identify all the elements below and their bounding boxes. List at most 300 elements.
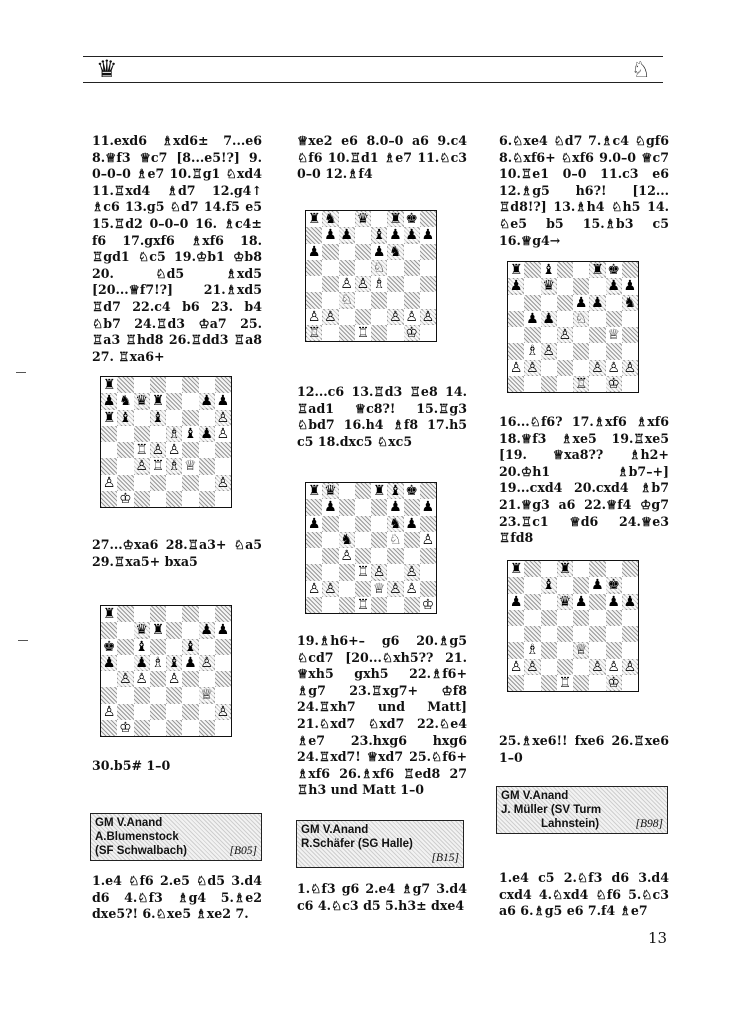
board-square [199, 622, 215, 638]
board-square [371, 309, 387, 325]
game-club: Lahnstein) [541, 818, 600, 830]
board-square [420, 532, 436, 548]
chess-piece-icon: ♙ [102, 703, 116, 720]
chess-piece-icon: ♟ [135, 654, 148, 671]
board-square [371, 244, 387, 260]
board-square [215, 377, 231, 393]
chess-piece-icon: ♟ [574, 593, 588, 610]
board-square [134, 410, 150, 426]
chess-piece-icon: ♟ [307, 515, 321, 532]
chess-piece-icon: ♙ [405, 564, 418, 581]
board-square [622, 327, 638, 343]
chess-piece-icon: ♙ [623, 658, 637, 675]
chess-piece-icon: ♙ [324, 308, 337, 325]
board-square [134, 606, 150, 622]
chess-piece-icon: ♞ [623, 294, 637, 311]
board-square [541, 360, 557, 376]
board-square [524, 262, 540, 278]
chess-piece-icon: ♗ [526, 343, 539, 360]
board-square [371, 227, 387, 243]
chess-piece-icon: ♙ [135, 671, 148, 688]
board-square [589, 594, 605, 610]
chess-piece-icon: ♚ [405, 483, 418, 500]
board-square [199, 475, 215, 491]
chess-piece-icon: ♟ [324, 227, 337, 244]
chess-piece-icon: ♕ [607, 327, 620, 344]
board-square [101, 426, 117, 442]
board-square [117, 377, 133, 393]
chess-piece-icon: ♙ [324, 580, 337, 597]
board-square [182, 377, 198, 393]
board-square [182, 475, 198, 491]
board-square [101, 491, 117, 507]
board-square [606, 278, 622, 294]
game-eco: [B98] [635, 818, 663, 830]
board-square [541, 311, 557, 327]
board-square [166, 687, 182, 703]
chess-piece-icon: ♘ [574, 310, 588, 327]
board-square [322, 483, 338, 499]
board-square [117, 639, 133, 655]
board-square [322, 260, 338, 276]
board-square [573, 343, 589, 359]
board-square [589, 610, 605, 626]
board-square [557, 376, 573, 392]
board-square [606, 626, 622, 642]
board-square [322, 564, 338, 580]
chess-piece-icon: ♝ [167, 654, 181, 671]
board-square [622, 610, 638, 626]
board-square [322, 516, 338, 532]
board-square [150, 377, 166, 393]
board-square [339, 597, 355, 613]
chess-piece-icon: ♛ [135, 393, 148, 410]
board-square [166, 458, 182, 474]
header-rule-bottom [83, 82, 663, 83]
chess-piece-icon: ♙ [542, 343, 555, 360]
board-square [404, 532, 420, 548]
board-square [215, 393, 231, 409]
game-white: GM V.Anand [301, 824, 369, 836]
board-square [589, 311, 605, 327]
board-square [339, 532, 355, 548]
move-text: 27...♔xa6 28.♖a3+ ♘a5 29.♖xa5+ bxa5 [92, 537, 262, 569]
board-square [215, 475, 231, 491]
board-square [573, 360, 589, 376]
board-square [387, 581, 403, 597]
board-square [182, 687, 198, 703]
chess-piece-icon: ♝ [542, 577, 555, 594]
board-square [524, 327, 540, 343]
board-square [371, 260, 387, 276]
chess-piece-icon: ♔ [421, 596, 435, 613]
game-white: GM V.Anand [95, 817, 163, 829]
column-2-c [297, 633, 467, 799]
chess-piece-icon: ♙ [167, 442, 181, 459]
board-square [134, 458, 150, 474]
board-square [339, 499, 355, 515]
board-square [404, 581, 420, 597]
board-square [404, 309, 420, 325]
board-square [622, 659, 638, 675]
board-square [524, 594, 540, 610]
board-square [215, 426, 231, 442]
board-square [371, 276, 387, 292]
board-square [524, 577, 540, 593]
board-square [508, 343, 524, 359]
board-square [524, 626, 540, 642]
board-square [557, 561, 573, 577]
board-square [606, 376, 622, 392]
board-square [589, 659, 605, 675]
board-square [166, 377, 182, 393]
board-square [589, 577, 605, 593]
chess-piece-icon: ♔ [607, 375, 620, 392]
chess-piece-icon: ♜ [151, 393, 165, 410]
chess-piece-icon: ♕ [184, 458, 197, 475]
chess-piece-icon: ♙ [421, 308, 435, 325]
board-square [355, 499, 371, 515]
chess-piece-icon: ♙ [135, 458, 148, 475]
game-black: A.Blumenstock [95, 831, 179, 843]
chess-piece-icon: ♙ [307, 308, 321, 325]
chess-piece-icon: ♟ [340, 227, 353, 244]
board-square [622, 577, 638, 593]
board-square [573, 594, 589, 610]
board-square [322, 211, 338, 227]
chess-piece-icon: ♘ [340, 292, 353, 309]
board-square [371, 325, 387, 341]
board-square [134, 671, 150, 687]
chess-piece-icon: ♟ [200, 393, 213, 410]
column-3-d [499, 870, 669, 920]
move-text: 11.exd6 ♗xd6± 7...e6 8.♕f3 ♕c7 [8...e5!?] 9. 0–0–0 ♗e7 10.♖g1 ♘xd4 11.♖xd4 ♗d7 12.g4↑ ♗c6 13.g5 ♘d7 14.f5 e5 15.♖d2 0–0–0 16. ♗c4± f6 17.gxf6 ♗xf6 18. ♖gd1 ♘c5 19.♔b1 ♔b8 20. ♘d5 ♗xd5 [20...♕f7!?] 21.♗xd5 ♖d7 22.c4 b6 23. b4 ♘b7 24.♖d3 ♔a7 25. ♖a3 ♖hd8 26.♖dd3 ♖a8 27. ♖xa6+ [92, 133, 262, 364]
chess-piece-icon: ♘ [372, 259, 386, 276]
chess-piece-icon: ♖ [558, 674, 572, 691]
chess-piece-icon: ♜ [509, 262, 523, 279]
chess-piece-icon: ♙ [607, 658, 620, 675]
chess-piece-icon: ♗ [372, 276, 386, 293]
board-square [622, 360, 638, 376]
board-square [622, 343, 638, 359]
chess-piece-icon: ♛ [542, 278, 555, 295]
board-square [557, 295, 573, 311]
chess-piece-icon: ♞ [324, 211, 337, 228]
board-square [182, 606, 198, 622]
board-square [508, 360, 524, 376]
board-square [166, 622, 182, 638]
board-square [420, 260, 436, 276]
board-square [306, 292, 322, 308]
board-square [182, 639, 198, 655]
board-square [150, 475, 166, 491]
chess-piece-icon: ♟ [591, 294, 604, 311]
board-square [117, 458, 133, 474]
board-square [387, 292, 403, 308]
chess-piece-icon: ♙ [405, 308, 418, 325]
column-2-b [297, 384, 467, 450]
board-square [573, 659, 589, 675]
board-square [101, 606, 117, 622]
board-square [117, 475, 133, 491]
board-square [387, 564, 403, 580]
board-square [622, 311, 638, 327]
board-square [573, 295, 589, 311]
chess-piece-icon: ♙ [509, 359, 523, 376]
chess-piece-icon: ♝ [119, 409, 132, 426]
board-square [404, 227, 420, 243]
board-square [150, 655, 166, 671]
board-square [387, 325, 403, 341]
chess-piece-icon: ♜ [509, 561, 523, 578]
board-square [404, 325, 420, 341]
queen-icon: ♛ [96, 55, 118, 83]
board-square [339, 564, 355, 580]
board-square [101, 442, 117, 458]
board-square [339, 548, 355, 564]
board-square [589, 626, 605, 642]
board-square [117, 393, 133, 409]
board-square [573, 376, 589, 392]
board-square [322, 597, 338, 613]
board-square [589, 642, 605, 658]
board-square [573, 610, 589, 626]
board-square [355, 325, 371, 341]
board-square [134, 622, 150, 638]
chess-piece-icon: ♜ [307, 483, 321, 500]
board-square [322, 499, 338, 515]
board-square [150, 442, 166, 458]
chess-piece-icon: ♔ [405, 324, 418, 341]
board-square [199, 426, 215, 442]
board-square [606, 659, 622, 675]
board-square [557, 577, 573, 593]
board-square [355, 564, 371, 580]
chess-piece-icon: ♕ [372, 580, 386, 597]
board-square [420, 227, 436, 243]
board-square [306, 211, 322, 227]
chess-piece-icon: ♗ [151, 654, 165, 671]
board-square [420, 548, 436, 564]
board-square [339, 244, 355, 260]
board-square [339, 516, 355, 532]
chess-piece-icon: ♙ [389, 580, 402, 597]
board-square [355, 548, 371, 564]
board-square [541, 327, 557, 343]
board-square [508, 327, 524, 343]
board-square [150, 704, 166, 720]
board-square [420, 211, 436, 227]
chess-piece-icon: ♟ [307, 243, 321, 260]
board-square [339, 276, 355, 292]
board-square [215, 687, 231, 703]
move-text: 12...c6 13.♖d3 ♖e8 14. ♖ad1 ♕c8?! 15.♖g3 ♘bd7 16.h4 ♗f8 17.h5 c5 18.dxc5 ♘xc5 [297, 384, 467, 449]
column-1-c [92, 758, 262, 775]
board-square [622, 594, 638, 610]
chess-piece-icon: ♖ [135, 442, 148, 459]
board-square [150, 687, 166, 703]
board-square [573, 262, 589, 278]
board-square [404, 244, 420, 260]
board-square [182, 622, 198, 638]
board-square [339, 309, 355, 325]
chess-piece-icon: ♜ [102, 409, 116, 426]
board-square [166, 475, 182, 491]
board-square [117, 687, 133, 703]
board-square [387, 276, 403, 292]
board-square [541, 278, 557, 294]
board-square [355, 597, 371, 613]
board-square [199, 442, 215, 458]
chess-piece-icon: ♟ [405, 227, 418, 244]
board-square [589, 278, 605, 294]
board-square [387, 244, 403, 260]
board-square [573, 278, 589, 294]
board-square [322, 276, 338, 292]
board-square [199, 410, 215, 426]
board-square [371, 597, 387, 613]
board-square [541, 675, 557, 691]
board-square [589, 360, 605, 376]
board-square [306, 309, 322, 325]
chess-piece-icon: ♙ [200, 654, 213, 671]
move-text: 1.♘f3 g6 2.e4 ♗g7 3.d4 c6 4.♘c3 d5 5.h3± dxe4 [297, 881, 467, 913]
column-1 [92, 133, 262, 365]
board-square [404, 211, 420, 227]
chess-piece-icon: ♟ [372, 243, 386, 260]
board-square [622, 626, 638, 642]
chess-piece-icon: ♝ [151, 409, 165, 426]
board-square [541, 262, 557, 278]
board-square [541, 343, 557, 359]
board-square [557, 626, 573, 642]
board-square [420, 581, 436, 597]
board-square [355, 260, 371, 276]
board-square [134, 377, 150, 393]
board-square [541, 659, 557, 675]
board-square [508, 561, 524, 577]
board-square [322, 244, 338, 260]
board-square [215, 442, 231, 458]
board-square [150, 426, 166, 442]
board-square [420, 309, 436, 325]
board-square [134, 475, 150, 491]
chess-piece-icon: ♜ [389, 211, 402, 228]
board-square [622, 262, 638, 278]
chess-piece-icon: ♟ [102, 393, 116, 410]
board-square [117, 426, 133, 442]
column-2 [297, 133, 467, 183]
game-header-2 [296, 820, 464, 868]
chess-piece-icon: ♔ [119, 719, 132, 736]
board-square [371, 581, 387, 597]
chess-piece-icon: ♙ [119, 671, 132, 688]
game-header-1 [90, 813, 262, 861]
chess-diagram-3 [305, 482, 437, 614]
chess-piece-icon: ♙ [421, 531, 435, 548]
board-square [150, 606, 166, 622]
board-square [606, 262, 622, 278]
board-square [339, 483, 355, 499]
chess-piece-icon: ♞ [389, 515, 402, 532]
chess-piece-icon: ♟ [623, 278, 637, 295]
board-square [622, 295, 638, 311]
board-square [134, 704, 150, 720]
board-square [420, 276, 436, 292]
game-club: (SF Schwalbach) [95, 845, 188, 857]
margin-mark [16, 372, 26, 373]
chess-piece-icon: ♙ [405, 580, 418, 597]
chess-piece-icon: ♞ [340, 531, 353, 548]
board-square [306, 260, 322, 276]
chess-piece-icon: ♙ [509, 658, 523, 675]
chess-piece-icon: ♙ [389, 308, 402, 325]
board-square [541, 594, 557, 610]
chess-piece-icon: ♜ [102, 377, 116, 394]
chess-piece-icon: ♔ [607, 674, 620, 691]
board-square [215, 704, 231, 720]
board-square [541, 376, 557, 392]
board-square [306, 516, 322, 532]
board-square [404, 292, 420, 308]
chess-piece-icon: ♝ [135, 638, 148, 655]
board-square [524, 376, 540, 392]
board-square [117, 410, 133, 426]
board-square [508, 262, 524, 278]
board-square [199, 458, 215, 474]
board-square [199, 704, 215, 720]
board-square [166, 393, 182, 409]
board-square [404, 516, 420, 532]
chess-piece-icon: ♖ [307, 324, 321, 341]
board-square [339, 227, 355, 243]
board-square [150, 622, 166, 638]
chess-piece-icon: ♙ [623, 359, 637, 376]
board-square [117, 622, 133, 638]
chess-piece-icon: ♙ [340, 548, 353, 565]
chess-diagram-4 [507, 261, 639, 393]
board-square [199, 720, 215, 736]
board-square [387, 211, 403, 227]
board-square [508, 626, 524, 642]
board-square [166, 671, 182, 687]
chess-diagram-1 [100, 376, 232, 508]
board-square [387, 499, 403, 515]
board-square [306, 499, 322, 515]
board-square [557, 262, 573, 278]
chess-piece-icon: ♟ [421, 499, 435, 516]
board-square [355, 276, 371, 292]
board-square [199, 393, 215, 409]
board-square [524, 675, 540, 691]
board-square [420, 325, 436, 341]
board-square [524, 278, 540, 294]
board-square [606, 610, 622, 626]
board-square [524, 311, 540, 327]
board-square [101, 639, 117, 655]
board-square [166, 639, 182, 655]
board-square [371, 483, 387, 499]
board-square [606, 360, 622, 376]
board-square [420, 597, 436, 613]
board-square [589, 295, 605, 311]
chess-piece-icon: ♝ [389, 483, 402, 500]
board-square [557, 278, 573, 294]
chess-piece-icon: ♙ [216, 474, 230, 491]
board-square [322, 227, 338, 243]
chess-piece-icon: ♖ [574, 375, 588, 392]
column-1-b [92, 537, 262, 570]
